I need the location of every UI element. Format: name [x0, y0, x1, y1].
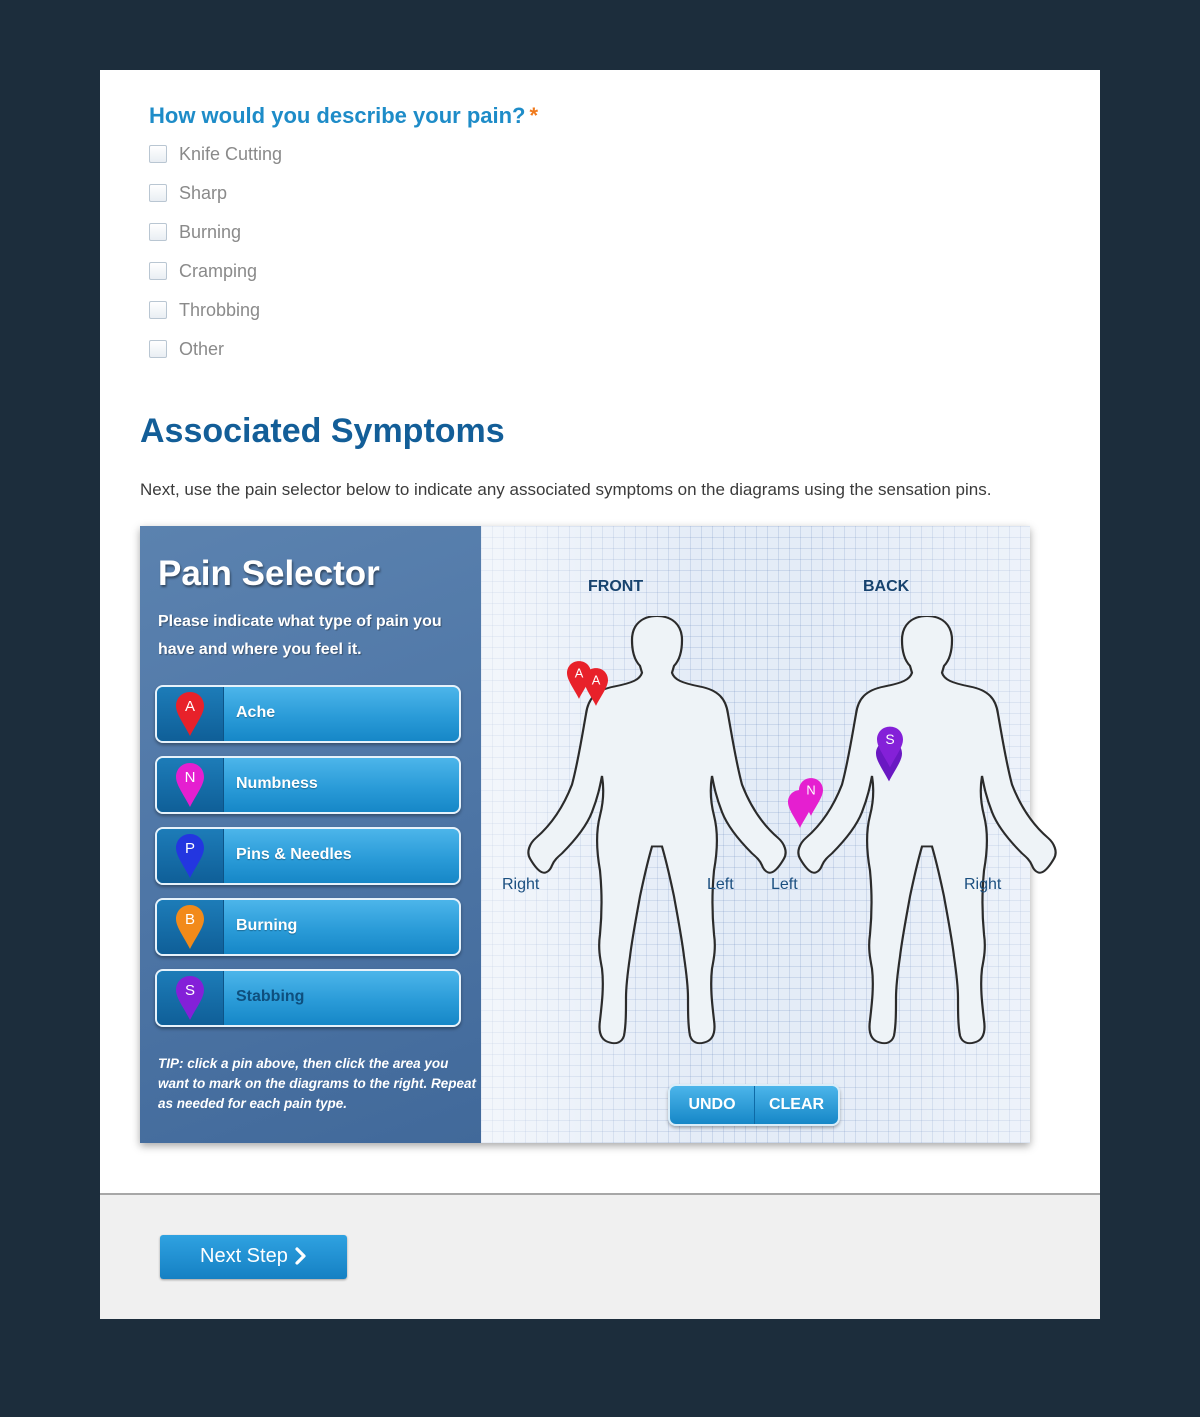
back-left-label: Left: [771, 876, 798, 893]
diagram-controls: [668, 1084, 840, 1126]
stabbing-pin-icon: [176, 976, 204, 1020]
burning-pin-icon: [176, 905, 204, 949]
option-knife-cutting[interactable]: [149, 144, 282, 183]
back-body-diagram[interactable]: [797, 616, 1057, 1046]
option-sharp[interactable]: [149, 183, 282, 222]
form-card: [100, 70, 1100, 1317]
pin-cell: [157, 900, 224, 954]
option-other[interactable]: [149, 339, 282, 378]
svg-text:A: A: [574, 665, 584, 681]
option-throbbing[interactable]: [149, 300, 282, 339]
pain-type-label: Burning: [236, 917, 298, 934]
pin-cell: [157, 758, 224, 812]
undo-button[interactable]: UNDO: [670, 1086, 755, 1124]
checkbox[interactable]: [149, 340, 167, 358]
pins-needles-pin-icon: [176, 834, 204, 878]
front-view-title: FRONT: [588, 578, 644, 595]
pin-cell: [157, 687, 224, 741]
checkbox[interactable]: [149, 262, 167, 280]
pain-type-label: Ache: [236, 704, 276, 721]
option-label: Burning: [179, 222, 242, 242]
pain-description-question: [149, 103, 538, 129]
svg-text:S: S: [184, 982, 196, 999]
pain-type-numbness-button[interactable]: [155, 756, 461, 814]
checkbox[interactable]: [149, 184, 167, 202]
svg-text:N: N: [184, 769, 196, 786]
svg-text:A: A: [591, 672, 601, 688]
front-left-label: Left: [707, 876, 734, 893]
checkbox[interactable]: [149, 223, 167, 241]
back-right-label: Right: [964, 876, 1002, 893]
svg-text:B: B: [184, 911, 196, 928]
svg-text:S: S: [885, 731, 895, 748]
numbness-pin-icon: [176, 763, 204, 807]
option-cramping[interactable]: [149, 261, 282, 300]
section-instructions: Next, use the pain selector below to indicate any associated symptoms on the diagrams using the sensation pins.: [140, 480, 992, 499]
pain-description-options: [149, 144, 282, 378]
option-burning[interactable]: [149, 222, 282, 261]
option-label: Cramping: [179, 261, 258, 281]
pain-type-label: Pins & Needles: [236, 846, 352, 863]
checkbox[interactable]: [149, 301, 167, 319]
front-body-diagram[interactable]: [527, 616, 787, 1046]
section-title: Associated Symptoms: [140, 412, 505, 450]
pain-selector-title: Pain Selector: [158, 554, 380, 593]
checkbox[interactable]: [149, 145, 167, 163]
pin-cell: [157, 829, 224, 883]
pain-type-burning-button[interactable]: [155, 898, 461, 956]
ache-pin-icon: [176, 692, 204, 736]
placed-ache-pin-icon[interactable]: [584, 667, 608, 707]
svg-text:A: A: [184, 698, 196, 715]
required-marker: *: [529, 103, 539, 128]
pain-type-ache-button[interactable]: [155, 685, 461, 743]
pin-cell: [157, 971, 224, 1025]
front-right-label: Right: [502, 876, 540, 893]
pain-type-pins-needles-button[interactable]: [155, 827, 461, 885]
back-view-title: BACK: [863, 578, 910, 595]
pain-selector-panel: [140, 526, 481, 1143]
option-label: Throbbing: [179, 300, 261, 320]
placed-numbness-pin-icon[interactable]: [799, 777, 823, 817]
pain-type-label: Numbness: [236, 775, 318, 792]
pain-selector-subtitle: Please indicate what type of pain you have and where you feel it.: [158, 613, 442, 658]
body-diagram-area[interactable]: [481, 526, 1030, 1143]
clear-button[interactable]: CLEAR: [768, 1096, 825, 1113]
pain-type-stabbing-button[interactable]: [155, 969, 461, 1027]
pain-selector-widget: [140, 526, 1030, 1143]
svg-text:P: P: [184, 840, 196, 857]
next-step-button[interactable]: [160, 1235, 347, 1279]
option-label: Other: [179, 339, 225, 359]
pain-selector-tip: TIP: click a pin above, then click the area you want to mark on the diagrams to the right. Repeat as needed for each pain type.: [158, 1056, 477, 1111]
next-step-label: Next Step: [200, 1245, 288, 1267]
pain-type-label: Stabbing: [236, 988, 305, 1005]
form-footer: [100, 1193, 1100, 1319]
chevron-right-icon: [295, 1247, 307, 1265]
placed-stabbing-pin-icon[interactable]: [877, 726, 903, 768]
question-text: How would you describe your pain?: [149, 103, 526, 128]
option-label: Sharp: [179, 183, 228, 203]
svg-text:N: N: [806, 782, 816, 798]
option-label: Knife Cutting: [179, 144, 283, 164]
